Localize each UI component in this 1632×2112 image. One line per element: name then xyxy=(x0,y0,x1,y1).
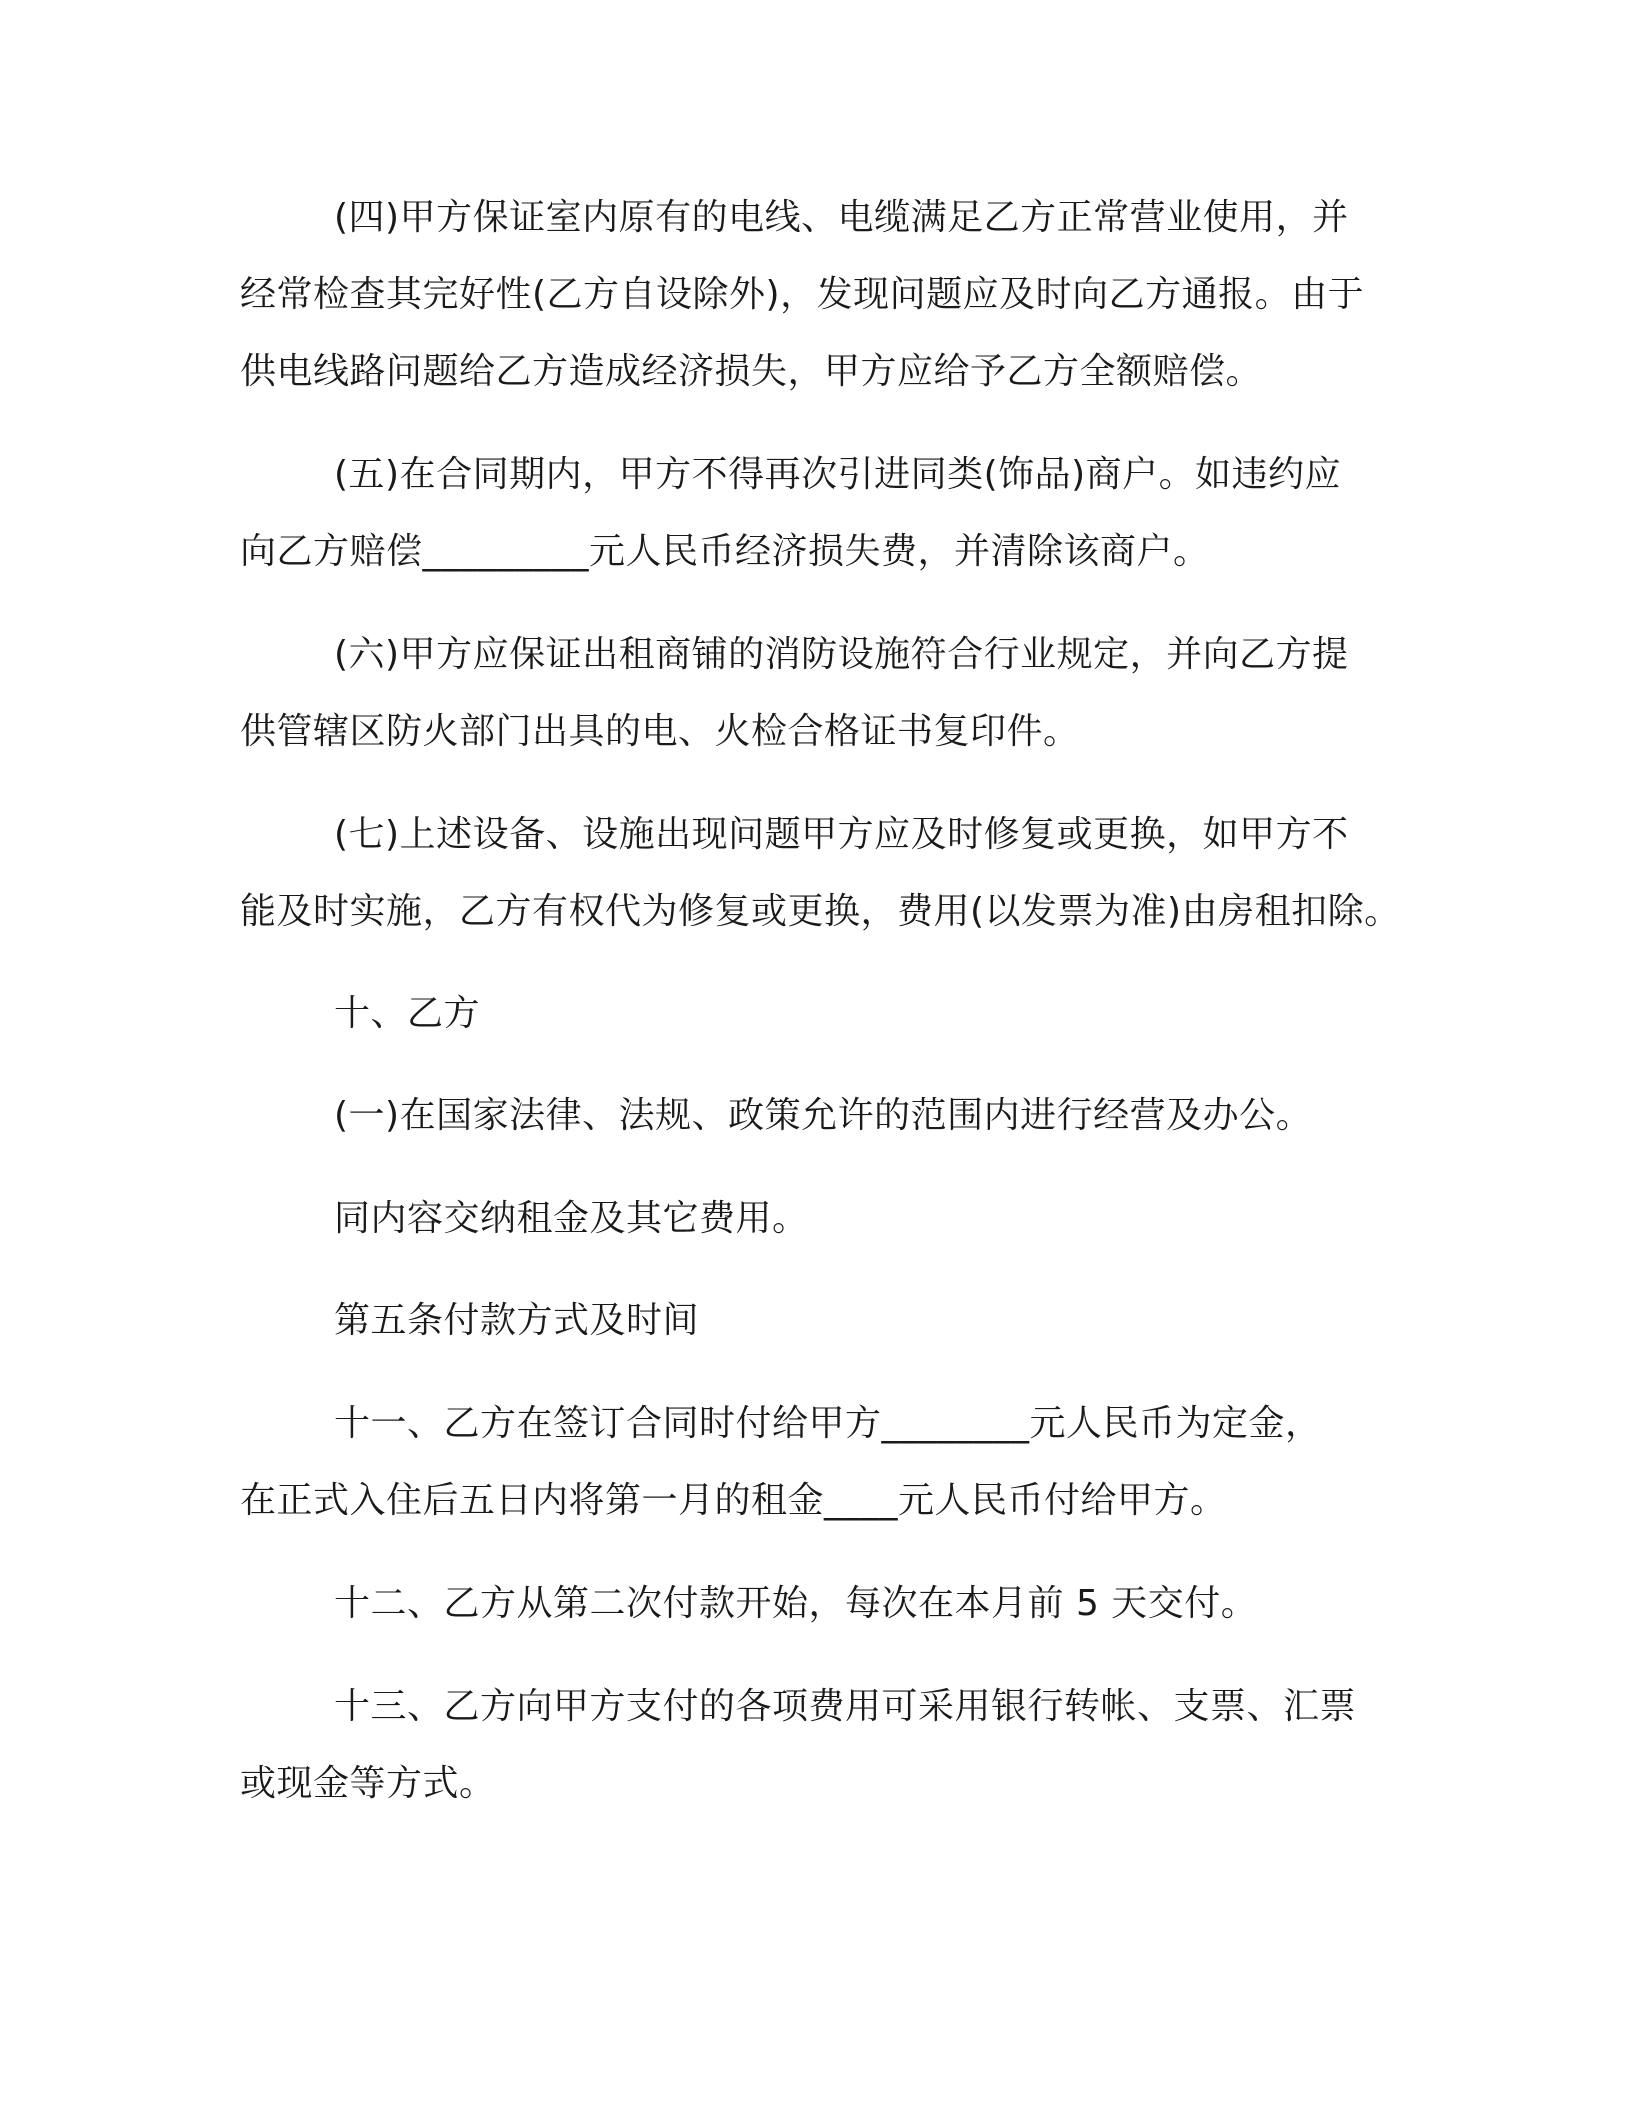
section-12-line-1: 十二、乙方从第二次付款开始，每次在本月前 5 天交付。 xyxy=(334,1583,1258,1624)
paragraph-6-line-2: 供管辖区防火部门出具的电、火检合格证书复印件。 xyxy=(240,711,1080,752)
paragraph-4-line-2: 经常检查其完好性(乙方自设除外)，发现问题应及时向乙方通报。由于 xyxy=(240,274,1365,315)
section-10-heading: 十、乙方 xyxy=(334,993,481,1034)
paragraph-4-line-1: (四)甲方保证室内原有的电线、电缆满足乙方正常营业使用，并 xyxy=(334,197,1349,238)
section-10-item-1: (一)在国家法律、法规、政策允许的范围内进行经营及办公。 xyxy=(334,1095,1313,1136)
paragraph-4-line-3: 供电线路问题给乙方造成经济损失，甲方应给予乙方全额赔偿。 xyxy=(240,351,1263,392)
paragraph-7-line-2: 能及时实施，乙方有权代为修复或更换，费用(以发票为准)由房租扣除。 xyxy=(240,891,1401,932)
article-5-heading: 第五条付款方式及时间 xyxy=(334,1300,700,1341)
paragraph-6-line-1: (六)甲方应保证出租商铺的消防设施符合行业规定，并向乙方提 xyxy=(334,634,1349,675)
paragraph-5-line-1: (五)在合同期内，甲方不得再次引进同类(饰品)商户。如违约应 xyxy=(334,454,1342,495)
section-11-line-1: 十一、乙方在签订合同时付给甲方________元人民币为定金， xyxy=(334,1403,1322,1444)
section-10-item-2: 同内容交纳租金及其它费用。 xyxy=(334,1198,809,1239)
section-13-line-2: 或现金等方式。 xyxy=(240,1763,496,1804)
section-11-line-2: 在正式入住后五日内将第一月的租金____元人民币付给甲方。 xyxy=(240,1480,1227,1521)
paragraph-7-line-1: (七)上述设备、设施出现问题甲方应及时修复或更换，如甲方不 xyxy=(334,814,1349,855)
paragraph-5-line-2: 向乙方赔偿_________元人民币经济损失费，并清除该商户。 xyxy=(240,531,1210,572)
section-13-line-1: 十三、乙方向甲方支付的各项费用可采用银行转帐、支票、汇票 xyxy=(334,1686,1357,1727)
